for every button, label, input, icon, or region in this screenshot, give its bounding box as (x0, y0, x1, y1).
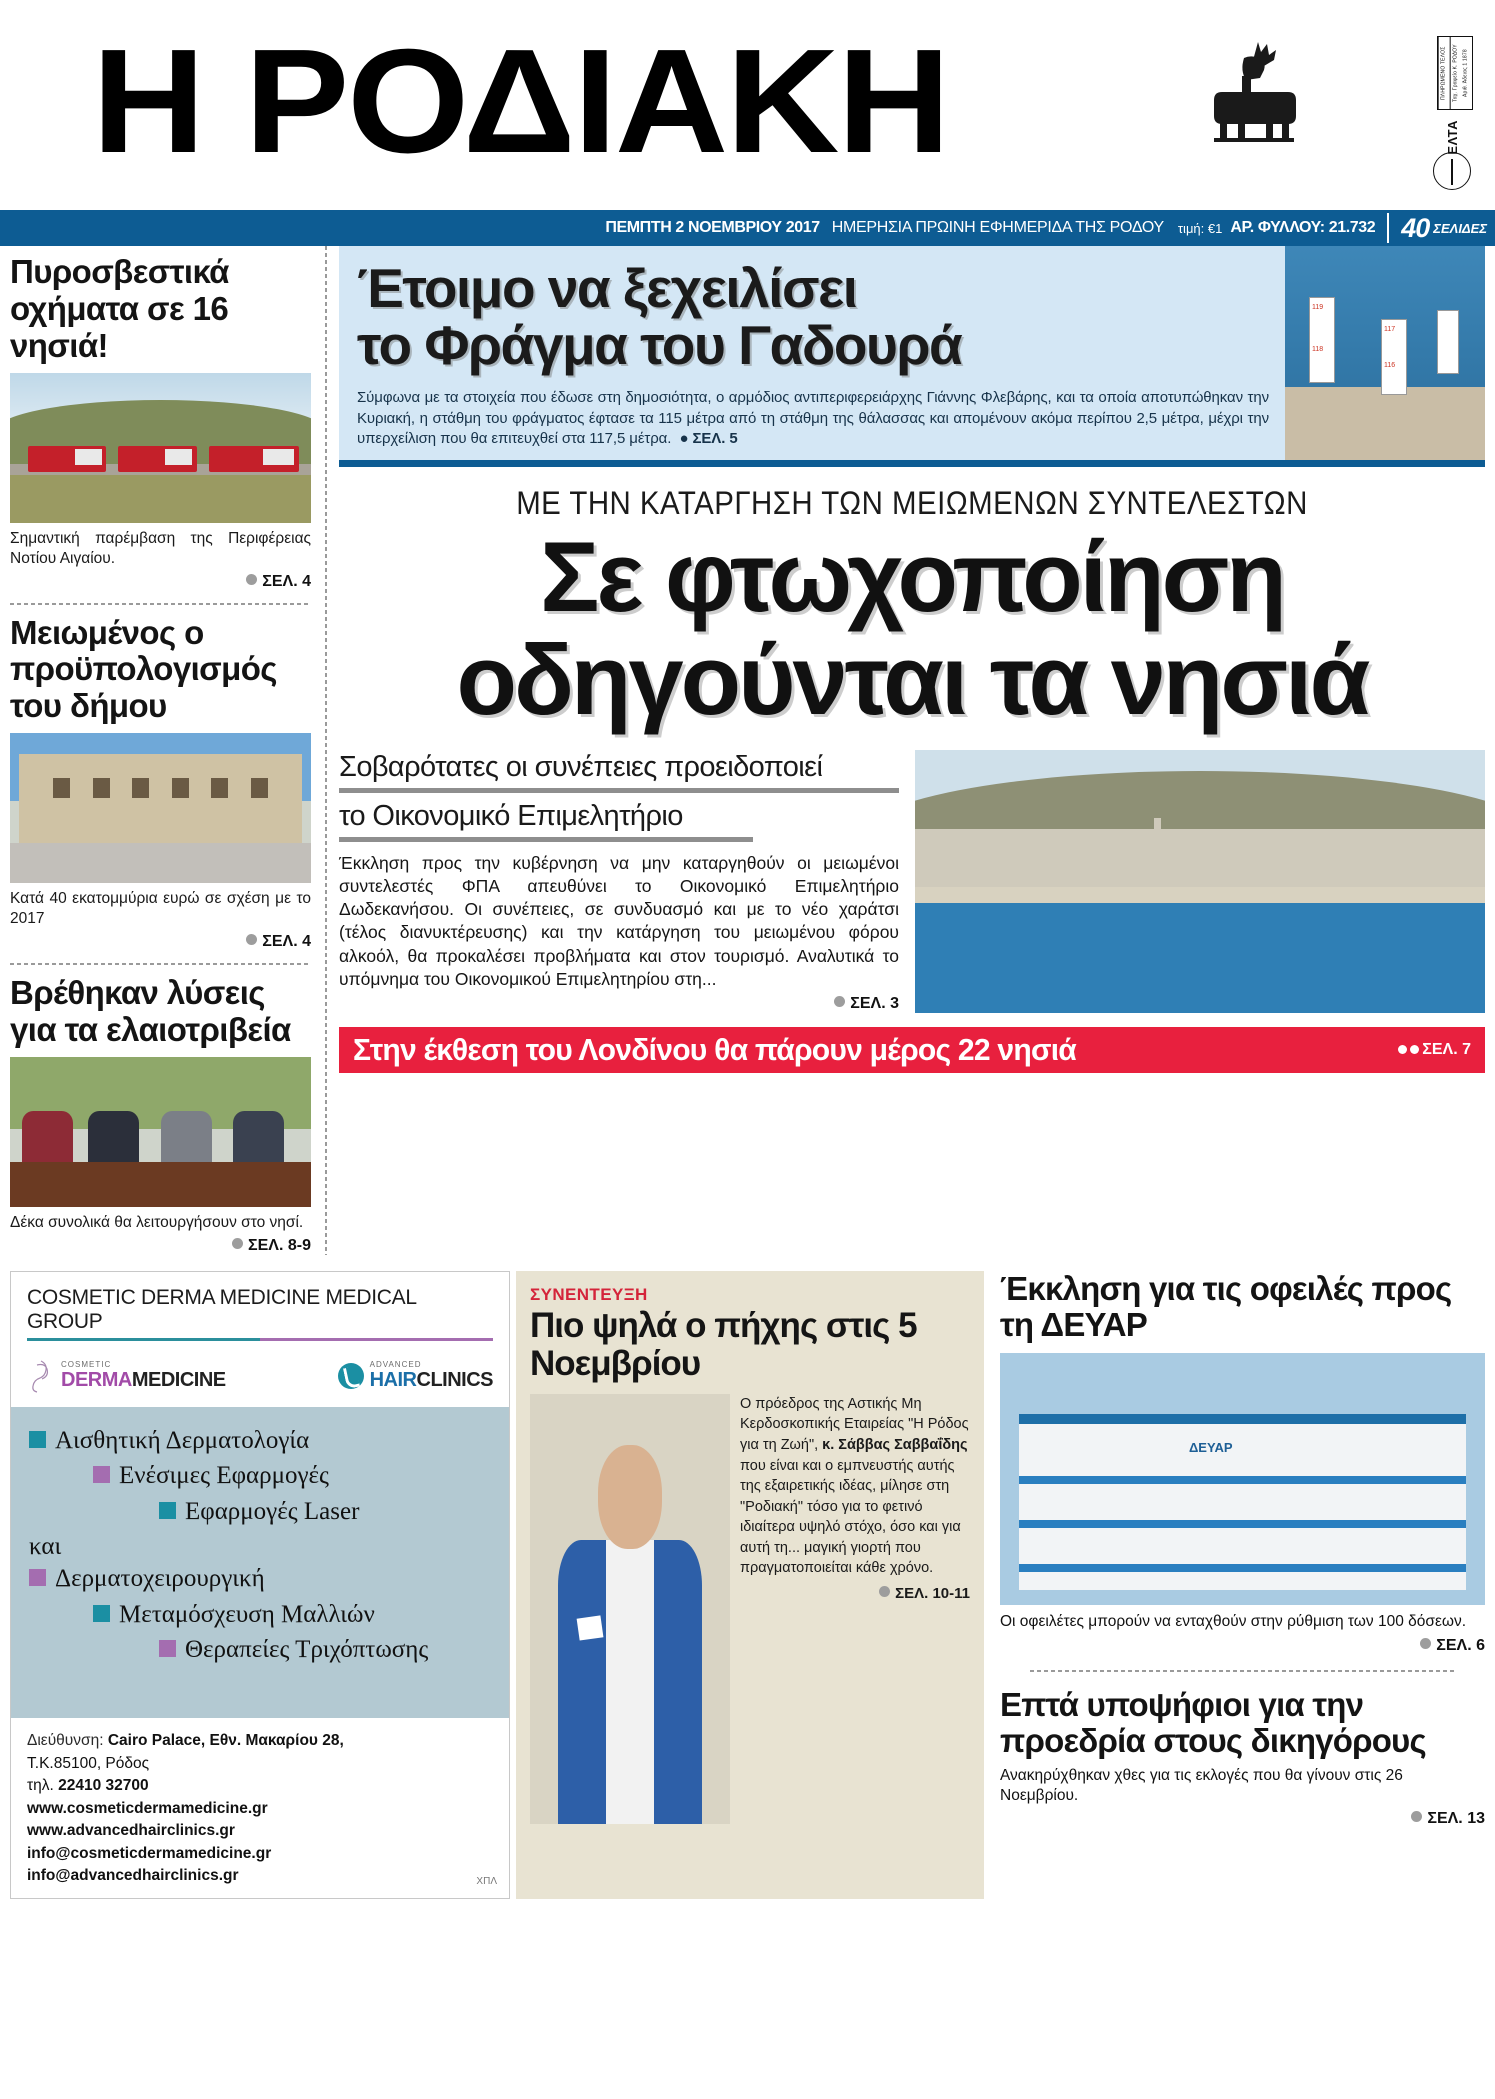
bullet-icon (232, 1238, 243, 1249)
bullet-icon (1420, 1638, 1431, 1649)
interview-body-part2: που είναι και ο εμπνευστής αυτής της εξαιρετικής ιδέας, μίλησε στη "Ροδιακή" τόσο για το φετινό ιδιαίτερα υψηλό στόχο, όσο και για αυτή τη... μαγική γιορτή που πραγματοποιείται κάθε χρόνο. (740, 1457, 961, 1577)
postal-line-3: Αριθ. Άδειας 1 1878 (1462, 49, 1469, 97)
ad-phone-label: τηλ. (27, 1777, 54, 1795)
woman-silhouette-icon (27, 1359, 55, 1393)
interview-tag: ΣΥΝΕΝΤΕΥΞΗ (530, 1284, 648, 1304)
elta-label: ΕΛΤΑ (1444, 120, 1460, 155)
town-hall-photo (10, 733, 311, 883)
hair-clinics-logo (338, 1360, 493, 1392)
bullet-icon (879, 1586, 890, 1597)
ad-logo1-small: COSMETIC (61, 1359, 112, 1369)
deyar-page-ref[interactable] (1000, 1637, 1485, 1655)
date-bar (0, 210, 1495, 246)
bullet-square-icon (159, 1640, 176, 1657)
ad-rule (27, 1338, 493, 1341)
teaser-headline: Μειωμένος ο προϋπολογισμός του δήμου (10, 613, 277, 725)
ad-service-label: Ενέσιμες Εφαρμογές (119, 1462, 329, 1490)
cosmetic-derma-ad[interactable] (10, 1271, 510, 1899)
interview-headline: Πιο ψηλά ο πήχης στις 5 Νοεμβρίου (530, 1305, 917, 1384)
interview-person-name: κ. Σάββας Σαββαΐδης (822, 1436, 968, 1453)
teaser-caption: Κατά 40 εκατομμύρια ευρώ σε σχέση με το 2017 (10, 890, 311, 928)
deyar-sign-text: ΔΕΥΑΡ (1188, 1440, 1233, 1456)
derma-medicine-logo (27, 1359, 226, 1393)
ad-service-item (159, 1494, 491, 1530)
bullet-square-icon (29, 1431, 46, 1448)
elta-seal-icon (1433, 152, 1471, 190)
banner-page-ref[interactable] (1398, 1041, 1471, 1059)
ad-email-2[interactable]: info@advancedhairclinics.gr (27, 1867, 239, 1885)
island-village-seaside-photo (915, 750, 1485, 1013)
hair-swoosh-icon (338, 1363, 364, 1389)
teaser-page-ref[interactable] (10, 1237, 311, 1255)
ad-service-item (93, 1458, 491, 1494)
fire-trucks-photo (10, 373, 311, 523)
deyar-building-photo (1000, 1353, 1485, 1605)
hero-page-ref[interactable]: ● ΣΕΛ. 5 (675, 430, 738, 448)
page-ref-label: ΣΕΛ. 7 (1422, 1041, 1471, 1059)
interview-story[interactable] (516, 1271, 984, 1899)
press-conference-photo (10, 1057, 311, 1207)
bullet-icon (1410, 1045, 1419, 1054)
lead-kicker: ΜΕ ΤΗΝ ΚΑΤΑΡΓΗΣΗ ΤΩΝ ΜΕΙΩΜΕΝΩΝ ΣΥΝΤΕΛΕΣΤΩΝ (516, 485, 1308, 522)
ad-service-item (29, 1561, 491, 1597)
newspaper-logo: Η ΡΟΔΙΑΚΗ (92, 19, 949, 184)
sidebar-teaser-budget[interactable] (10, 607, 311, 966)
lawyers-caption: Ανακηρύχθηκαν χθες για τις εκλογές που θα γίνουν στις 26 Νοεμβρίου. (1000, 1767, 1403, 1805)
teaser-headline: Βρέθηκαν λύσεις για τα ελαιοτριβεία (10, 974, 291, 1048)
ad-title: COSMETIC DERMA MEDICINE MEDICAL GROUP (27, 1285, 416, 1333)
ad-service-label: Μεταμόσχευση Μαλλιών (119, 1600, 375, 1628)
bullet-square-icon (159, 1502, 176, 1519)
hero-story-dam[interactable] (339, 246, 1485, 467)
lawyers-headline: Επτά υποψήφιοι για την προεδρία στους δικηγόρους (1000, 1685, 1426, 1759)
bullet-icon (1411, 1811, 1422, 1822)
divider-dotted (10, 603, 311, 605)
divider (1387, 213, 1389, 243)
bullet-square-icon (93, 1605, 110, 1622)
ad-logo1-rest: MEDICINE (131, 1368, 226, 1391)
rule (339, 788, 899, 793)
page-ref-label: ΣΕΛ. 3 (850, 995, 899, 1013)
ad-address-label: Διεύθυνση: (27, 1732, 104, 1750)
bullet-icon (1398, 1045, 1407, 1054)
ad-service-item (159, 1632, 491, 1668)
ad-logo2-bold: HAIR (369, 1368, 417, 1391)
sidebar-teaser-fire-trucks[interactable] (10, 246, 311, 605)
ad-logo2-small: ADVANCED (369, 1359, 422, 1369)
page-ref-label: ΣΕΛ. 4 (262, 933, 311, 951)
ad-logo1-bold: DERMA (61, 1368, 132, 1391)
main-content (339, 246, 1485, 1255)
postal-line-2: Ταχ. Γραφείο Κ. ΡΟΔΟΥ (1450, 37, 1462, 109)
postal-permit-box (1437, 36, 1473, 110)
bottom-row (10, 1271, 1485, 1899)
ad-website-2[interactable]: www.advancedhairclinics.gr (27, 1822, 235, 1840)
interview-body (740, 1394, 970, 1824)
deer-logo-icon (1200, 36, 1310, 146)
page-ref-label: ΣΕΛ. 5 (692, 430, 738, 448)
ad-service-label: Θεραπείες Τριχόπτωσης (185, 1636, 429, 1664)
bullet-icon (246, 934, 257, 945)
page-ref-label: ΣΕΛ. 10-11 (895, 1584, 970, 1602)
page-ref-label: ΣΕΛ. 6 (1436, 1636, 1485, 1654)
advertisement-column (10, 1271, 510, 1899)
publication-date: ΠΕΜΠΤΗ 2 ΝΟΕΜΒΡΙΟΥ 2017 (605, 219, 820, 236)
hero-body: Σύμφωνα με τα στοιχεία που έδωσε στη δημοσιότητα, ο αρμόδιος αντιπεριφερειάρχης Γιάννης Φλεβάρης, και τα οποία αποτυπώθηκαν την Κυριακή, η στάθμη του φράγματος έφτασε τα 115 μέτρα από τη στάθμη της θάλασσας και απομένουν ακόμα περίπου 2,5 μέτρα, μέχρι την υπερχείλιση που θα επιτευχθεί στα 117,5 μέτρα. (357, 389, 1269, 448)
ad-service-label: Εφαρμογές Laser (185, 1497, 360, 1525)
dam-water-gauge-photo: 119 118 117 116 (1285, 246, 1485, 460)
sidebar-teaser-olive-mills[interactable] (10, 967, 311, 1255)
ad-logo2-rest: CLINICS (416, 1368, 493, 1391)
lead-headline-line2: οδηγούνται τα νησιά (456, 624, 1368, 736)
page-ref-label: ΣΕΛ. 13 (1427, 1810, 1485, 1828)
interview-column (510, 1271, 990, 1899)
postal-line-1: ΠΛΗΡΩΜΕΝΟ ΤΕΛΟΣ (1438, 37, 1450, 109)
hero-headline-line2: το Φράγμα του Γαδουρά (357, 314, 962, 377)
issue-number: ΑΡ. ΦΥΛΛΟΥ: 21.732 (1230, 219, 1376, 236)
bullet-icon (246, 574, 257, 585)
bullet-square-icon (29, 1569, 46, 1586)
bullet-square-icon (93, 1466, 110, 1483)
ad-phone: 22410 32700 (58, 1777, 149, 1795)
vertical-divider (325, 246, 327, 1255)
interview-body-part1: Ο πρόεδρος της Αστικής Μη Κερδοσκοπικής Εταιρείας "Η Ρόδος για τη Ζωή", (740, 1395, 969, 1453)
secondary-sub-line1: Σοβαρότατες οι συνέπειες προειδοποιεί (339, 751, 823, 784)
ad-address: Cairo Palace, Εθν. Μακαρίου 28, (107, 1732, 344, 1750)
right-column (990, 1271, 1485, 1899)
secondary-sub-line2: το Οικονομικό Επιμελητήριο (339, 799, 683, 832)
teaser-page-ref[interactable] (10, 933, 311, 951)
secondary-page-ref[interactable] (339, 995, 899, 1013)
deyar-headline: Έκκληση για τις οφειλές προς τη ΔΕΥΑΡ (1000, 1269, 1452, 1344)
hero-headline-line1: Έτοιμο να ξεχειλίσει (357, 257, 857, 319)
teaser-headline: Πυροσβεστικά οχήματα σε 16 νησιά! (10, 253, 229, 364)
page-count-label: ΣΕΛΙΔΕΣ (1433, 220, 1487, 236)
banner-text: Στην έκθεση του Λονδίνου θα πάρουν μέρος 22 νησιά (353, 1032, 1077, 1068)
rule (339, 837, 753, 842)
teaser-caption: Σημαντική παρέμβαση της Περιφέρειας Νοτίου Αιγαίου. (10, 529, 311, 567)
divider-dotted (10, 963, 311, 965)
red-banner-london-expo[interactable] (339, 1027, 1485, 1073)
story-deyar[interactable] (1000, 1271, 1485, 1655)
ad-and-label: και (29, 1533, 62, 1561)
lead-headline-line1: Σε φτωχοποίηση (540, 521, 1284, 633)
ad-email-1[interactable]: info@cosmeticdermamedicine.gr (27, 1844, 272, 1862)
lead-story[interactable] (339, 467, 1485, 736)
ad-credit: ΧΠΛ (476, 1876, 497, 1888)
ad-service-item (93, 1597, 491, 1633)
ad-service-label: Δερματοχειρουργική (55, 1565, 265, 1593)
interview-page-ref[interactable] (740, 1583, 970, 1604)
man-in-blue-suit-photo (530, 1394, 730, 1824)
divider-dotted (1030, 1670, 1455, 1672)
masthead (0, 0, 1495, 210)
ad-address-line2: Τ.Κ.85100, Ρόδος (27, 1754, 150, 1772)
lawyers-page-ref[interactable] (1000, 1810, 1485, 1828)
story-lawyers[interactable] (1000, 1687, 1485, 1829)
secondary-body: Έκκληση προς την κυβέρνηση να μην καταργηθούν οι μειωμένοι συντελεστές ΦΠΑ απευθύνει το Οικονομικό Επιμελητήριο Δωδεκανήσου. Οι συνέπειες, σε συνδυασμό και με το νέο χαράτσι (τέλος διανυκτέρευσης) και την κατάργηση του μειωμένου φόρου αλκοόλ, θα προκαλέσει προβλήματα και στον τουρισμό. Αναλυτικά το υπόμνημα του Οικονομικού Επιμελητηρίου στη... (339, 852, 899, 989)
publication-description: ΗΜΕΡΗΣΙΑ ΠΡΩΙΝΗ ΕΦΗΜΕΡΙΔΑ ΤΗΣ ΡΟΔΟΥ (831, 219, 1164, 236)
ad-service-label: Αισθητική Δερματολογία (55, 1426, 310, 1454)
deyar-caption: Οι οφειλέτες μπορούν να ενταχθούν στην ρύθμιση των 100 δόσεων. (1000, 1613, 1467, 1631)
page-ref-label: ΣΕΛ. 4 (262, 572, 311, 590)
ad-service-item (29, 1423, 491, 1459)
secondary-story[interactable] (339, 750, 1485, 1013)
sidebar (10, 246, 325, 1255)
teaser-caption: Δέκα συνολικά θα λειτουργήσουν στο νησί. (10, 1213, 304, 1231)
ad-website-1[interactable]: www.cosmeticdermamedicine.gr (27, 1799, 268, 1817)
price-label: τιμή: €1 (1177, 220, 1223, 236)
teaser-page-ref[interactable] (10, 573, 311, 591)
page-ref-label: ΣΕΛ. 8-9 (248, 1236, 311, 1254)
page-count: 40 (1401, 212, 1430, 243)
bullet-icon (834, 996, 845, 1007)
